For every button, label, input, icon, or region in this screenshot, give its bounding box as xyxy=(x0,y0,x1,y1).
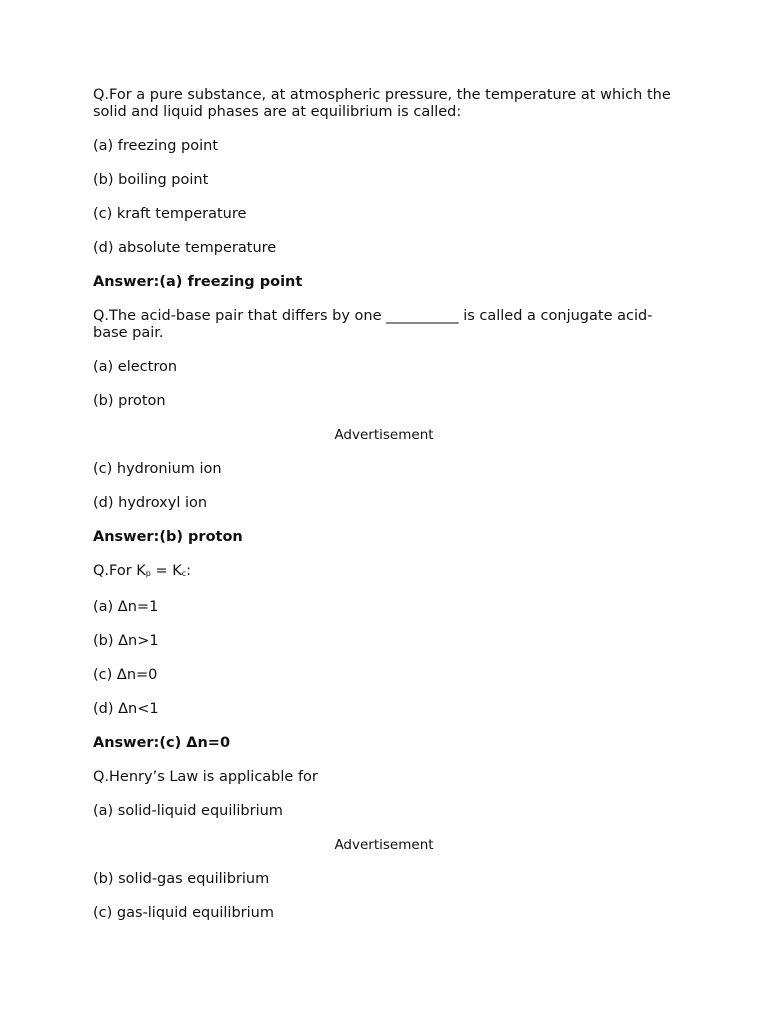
question-1-option-c: (c) kraft temperature xyxy=(93,206,247,222)
question-4-text: Q.Henry’s Law is applicable for xyxy=(93,769,318,785)
question-3-option-a: (a) Δn=1 xyxy=(93,599,159,615)
question-3-option-b: (b) Δn>1 xyxy=(93,633,159,649)
question-2-option-a: (a) electron xyxy=(93,359,178,375)
question-3-subscript-p: p xyxy=(145,569,151,578)
question-3-text xyxy=(93,563,673,582)
question-4-option-c: (c) gas-liquid equilibrium xyxy=(93,905,274,921)
question-3-answer: Answer:(c) Δn=0 xyxy=(93,735,231,751)
question-3-mid: = K xyxy=(150,563,182,579)
question-2-option-d: (d) hydroxyl ion xyxy=(93,495,208,511)
question-3-subscript-c: c xyxy=(181,569,187,578)
question-2-answer: Answer:(b) proton xyxy=(93,529,243,545)
question-1-option-b: (b) boiling point xyxy=(93,172,209,188)
question-2-text: Q.The acid-base pair that differs by one __________ is called a conjugate acid-base pair. xyxy=(93,308,653,341)
question-3-prefix: Q.For K xyxy=(93,563,146,579)
question-1-answer: Answer:(a) freezing point xyxy=(93,274,303,290)
question-3-option-d: (d) Δn<1 xyxy=(93,701,159,717)
question-1-option-d: (d) absolute temperature xyxy=(93,240,277,256)
mcq-document xyxy=(93,87,673,939)
question-2-option-b: (b) proton xyxy=(93,393,166,409)
question-3-option-c: (c) Δn=0 xyxy=(93,667,158,683)
question-4-option-a: (a) solid-liquid equilibrium xyxy=(93,803,283,819)
question-3-suffix: : xyxy=(186,563,192,579)
advertisement-label-2: Advertisement xyxy=(334,837,434,853)
advertisement-label-1: Advertisement xyxy=(334,427,434,443)
question-4-option-b: (b) solid-gas equilibrium xyxy=(93,871,270,887)
question-1-option-a: (a) freezing point xyxy=(93,138,219,154)
question-2-option-c: (c) hydronium ion xyxy=(93,461,222,477)
question-1-text: Q.For a pure substance, at atmospheric pressure, the temperature at which the solid and liquid phases are at equilibrium is called: xyxy=(93,87,671,120)
